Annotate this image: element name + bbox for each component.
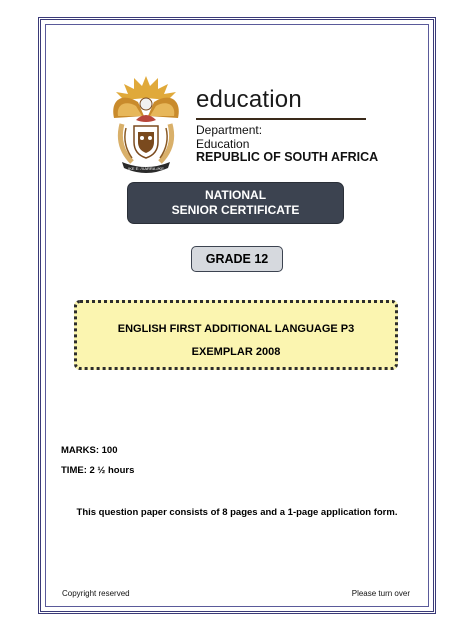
turn-over-footer: Please turn over	[351, 589, 410, 598]
exam-title-box	[74, 300, 398, 370]
country-name: REPUBLIC OF SOUTH AFRICA	[196, 150, 379, 164]
time-text: TIME: 2 ½ hours	[61, 465, 135, 476]
department-label: Department:	[196, 123, 263, 137]
pages-note: This question paper consists of 8 pages and a 1-page application form.	[76, 507, 398, 518]
crest-motto: !KE E: /XARRA //KE	[128, 166, 164, 171]
exam-subject: ENGLISH FIRST ADDITIONAL LANGUAGE P3	[117, 323, 355, 335]
certificate-line-2: SENIOR CERTIFICATE	[171, 203, 300, 217]
marks-text: MARKS: 100	[61, 445, 118, 456]
grade-badge: GRADE 12	[191, 246, 283, 272]
coat-of-arms-icon	[108, 72, 184, 176]
certificate-line-1: NATIONAL	[204, 188, 267, 202]
copyright-footer: Copyright reserved	[62, 589, 130, 598]
department-name: Education	[196, 137, 250, 151]
exam-paper-type: EXEMPLAR 2008	[191, 346, 281, 358]
education-wordmark: education	[196, 86, 302, 113]
certificate-banner	[128, 183, 343, 223]
wordmark-underline	[196, 118, 366, 120]
